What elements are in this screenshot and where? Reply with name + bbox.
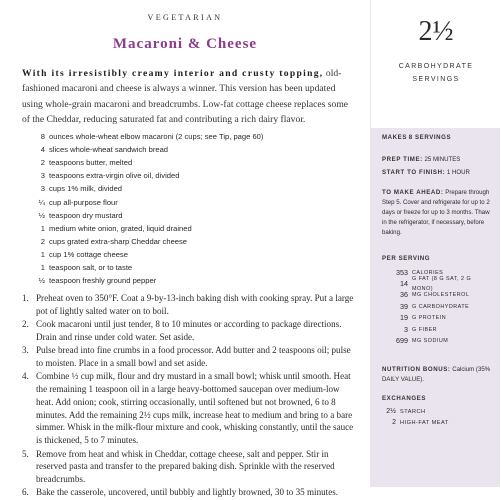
nutrition-row <box>382 276 494 293</box>
exchange-row <box>382 418 494 430</box>
nutrition-row <box>382 335 494 346</box>
ingredient-qty: 8 <box>40 132 45 142</box>
carb-servings-label: CARBOHYDRATE SERVINGS <box>398 63 474 83</box>
ingredient-list <box>22 130 362 287</box>
direction-step <box>22 370 354 447</box>
exchange-value: 2 <box>392 419 396 427</box>
recipe-intro <box>22 66 354 128</box>
exchanges-section <box>382 394 494 429</box>
ingredient-qty: 3 <box>40 171 45 181</box>
nutrition-row <box>382 290 494 301</box>
nutrition-bonus-text: Calcium (35% DAILY VALUE). <box>382 366 491 383</box>
step-text: Combine ½ cup milk, flour and dry mustard in a small bowl; whisk until smooth. Heat the remaining 1 teaspoon oil in a large heavy-bottomed saucepan over medium-low heat. Add onion; cook, stirring occasionally, until softened but not browned, 6 to 8 minutes. Add the remaining 2½ cups milk, increase heat to medium and bring to a bare simmer. Whisk in the milk-flour mixture and cook, whisking constantly, until the sauce is thickened, 5 to 7 minutes. <box>36 371 354 446</box>
ingredient-qty: ¼ <box>38 197 45 207</box>
nutrition-value: 353 <box>396 267 408 277</box>
directions-list <box>22 292 354 500</box>
ingredient-qty: 3 <box>40 184 45 194</box>
intro-lead: With its irresistibly creamy interior and crusty topping, <box>22 68 324 79</box>
start-to-finish-line <box>382 168 494 178</box>
ingredient-qty: 1 <box>40 223 45 233</box>
step-number: 2. <box>22 319 29 330</box>
ingredient-qty: 1 <box>40 262 45 272</box>
ingredient-item <box>22 222 362 235</box>
start-to-finish-value: 1 HOUR <box>446 169 470 176</box>
step-text: Pulse bread into fine crumbs in a food processor. Add butter and 2 teaspoons oil; pulse to moisten. Place in a small bowl and set aside. <box>36 345 351 368</box>
exchange-unit: HIGH-FAT MEAT <box>400 420 449 427</box>
nutrition-row <box>382 301 494 312</box>
step-text: Remove from heat and whisk in Cheddar, cottage cheese, salt and pepper. Stir in reserved pasta and transfer to the prepared baking dish. Sprinkle with the reserved breadcrumbs. <box>36 448 335 485</box>
ingredient-name: teaspoon dry mustard <box>49 210 123 220</box>
direction-step <box>22 292 354 318</box>
servings-panel <box>370 0 500 128</box>
ingredient-qty: ½ <box>38 276 45 286</box>
ingredient-qty: ½ <box>38 210 45 220</box>
nutrition-unit: G CARBOHYDRATE <box>412 303 470 310</box>
exchange-value: 2½ <box>386 407 396 415</box>
intro-body: old-fashioned macaroni and cheese is always a winner. This version has been updated using whole-grain macaroni and breadcrumbs. Low-fat cottage cheese replaces some of the Cheddar, reducing saturated fat and contributing a rich dairy flavor. <box>22 68 349 126</box>
make-ahead-text: Prepare through Step 5. Cover and refrigerate for up to 2 days or freeze for up to 3 months. Thaw in the refrigerator, if necessary, before baking. <box>382 189 490 236</box>
ingredient-item <box>22 156 362 169</box>
step-number: 4. <box>22 371 29 382</box>
direction-step <box>22 448 354 486</box>
exchange-unit: STARCH <box>400 408 426 415</box>
step-text: Cook macaroni until just tender, 8 to 10 minutes or according to package directions. Drain and rinse under cold water. Set aside. <box>36 319 342 342</box>
direction-step <box>22 486 354 499</box>
nutrition-bonus-label: NUTRITION BONUS: <box>382 366 451 373</box>
step-number: 6. <box>22 487 29 498</box>
makes-line <box>382 133 494 143</box>
ingredient-name: cups grated extra-sharp Cheddar cheese <box>49 236 188 246</box>
step-text: Bake the casserole, uncovered, until bubbly and lightly browned, 30 to 35 minutes. <box>36 487 339 498</box>
prep-time-value: 25 MINUTES <box>424 156 461 163</box>
ingredient-name: slices whole-wheat sandwich bread <box>49 145 169 155</box>
nutrition-value: 39 <box>400 301 408 311</box>
ingredient-item <box>22 169 362 182</box>
nutrition-value: 3 <box>404 324 408 334</box>
nutrition-unit: CALORIES <box>412 269 444 276</box>
ingredient-item <box>22 235 362 248</box>
recipe-title: Macaroni & Cheese <box>112 36 258 52</box>
step-text: Preheat oven to 350°F. Coat a 9-by-13-inch baking dish with cooking spray. Put a large pot of lightly salted water on to boil. <box>36 293 354 316</box>
ingredient-qty: 2 <box>40 236 45 246</box>
ingredient-name: teaspoon freshly ground pepper <box>49 276 157 286</box>
exchanges-heading: EXCHANGES <box>382 395 427 402</box>
ingredient-name: ounces whole-wheat elbow macaroni (2 cups; see Tip, page 60) <box>49 132 264 142</box>
make-ahead-label: TO MAKE AHEAD: <box>382 189 444 196</box>
ingredient-name: cup 1% cottage cheese <box>49 249 128 259</box>
ingredient-name: teaspoons extra-virgin olive oil, divided <box>49 171 180 181</box>
step-number: 5. <box>22 448 29 459</box>
ingredient-item <box>22 195 362 208</box>
ingredient-name: teaspoons butter, melted <box>49 158 133 168</box>
makes-label: MAKES <box>382 134 408 141</box>
ingredient-item <box>22 209 362 222</box>
nutrition-row <box>382 313 494 324</box>
nutrition-unit: MG SODIUM <box>412 338 449 345</box>
nutrition-row <box>382 324 494 335</box>
nutrition-bonus <box>382 365 494 385</box>
nutrition-value: 699 <box>396 336 408 346</box>
ingredient-qty: 4 <box>40 145 45 155</box>
nutrition-value: 14 <box>400 279 408 289</box>
ingredient-qty: 2 <box>40 158 45 168</box>
nutrition-value: 36 <box>400 290 408 300</box>
ingredient-qty: 1 <box>40 249 45 259</box>
ingredient-name: cups 1% milk, divided <box>49 184 123 194</box>
exchange-row <box>382 406 494 418</box>
nutrition-unit: G FIBER <box>412 326 438 333</box>
nutrition-unit: MG CHOLESTEROL <box>412 292 470 299</box>
carb-servings-value: 2½ <box>418 16 454 47</box>
makes-value: 8 SERVINGS <box>408 134 452 141</box>
per-serving-heading: PER SERVING <box>382 255 431 262</box>
prep-time-label: PREP TIME: <box>382 156 423 163</box>
nutrition-unit: G PROTEIN <box>412 315 447 322</box>
step-number: 3. <box>22 345 29 356</box>
nutrition-value: 19 <box>400 313 408 323</box>
direction-step <box>22 318 354 344</box>
start-to-finish-label: START TO FINISH: <box>382 169 446 176</box>
recipe-category: VEGETARIAN <box>147 13 223 22</box>
ingredient-name: teaspoon salt, or to taste <box>49 262 133 272</box>
ingredient-item <box>22 143 362 156</box>
per-serving-section <box>382 254 494 347</box>
ingredient-item <box>22 248 362 261</box>
step-number: 1. <box>22 293 29 303</box>
make-ahead-note <box>382 188 494 238</box>
ingredient-item <box>22 182 362 195</box>
direction-step <box>22 344 354 370</box>
prep-time-line <box>382 155 494 165</box>
ingredient-name: cup all-purpose flour <box>49 197 118 207</box>
ingredient-name: medium white onion, grated, liquid drained <box>49 223 192 233</box>
ingredient-item <box>22 274 362 287</box>
ingredient-item <box>22 130 362 143</box>
nutrition-unit: G FAT (8 G SAT, 2 G MONO) <box>412 276 472 293</box>
ingredient-item <box>22 261 362 274</box>
